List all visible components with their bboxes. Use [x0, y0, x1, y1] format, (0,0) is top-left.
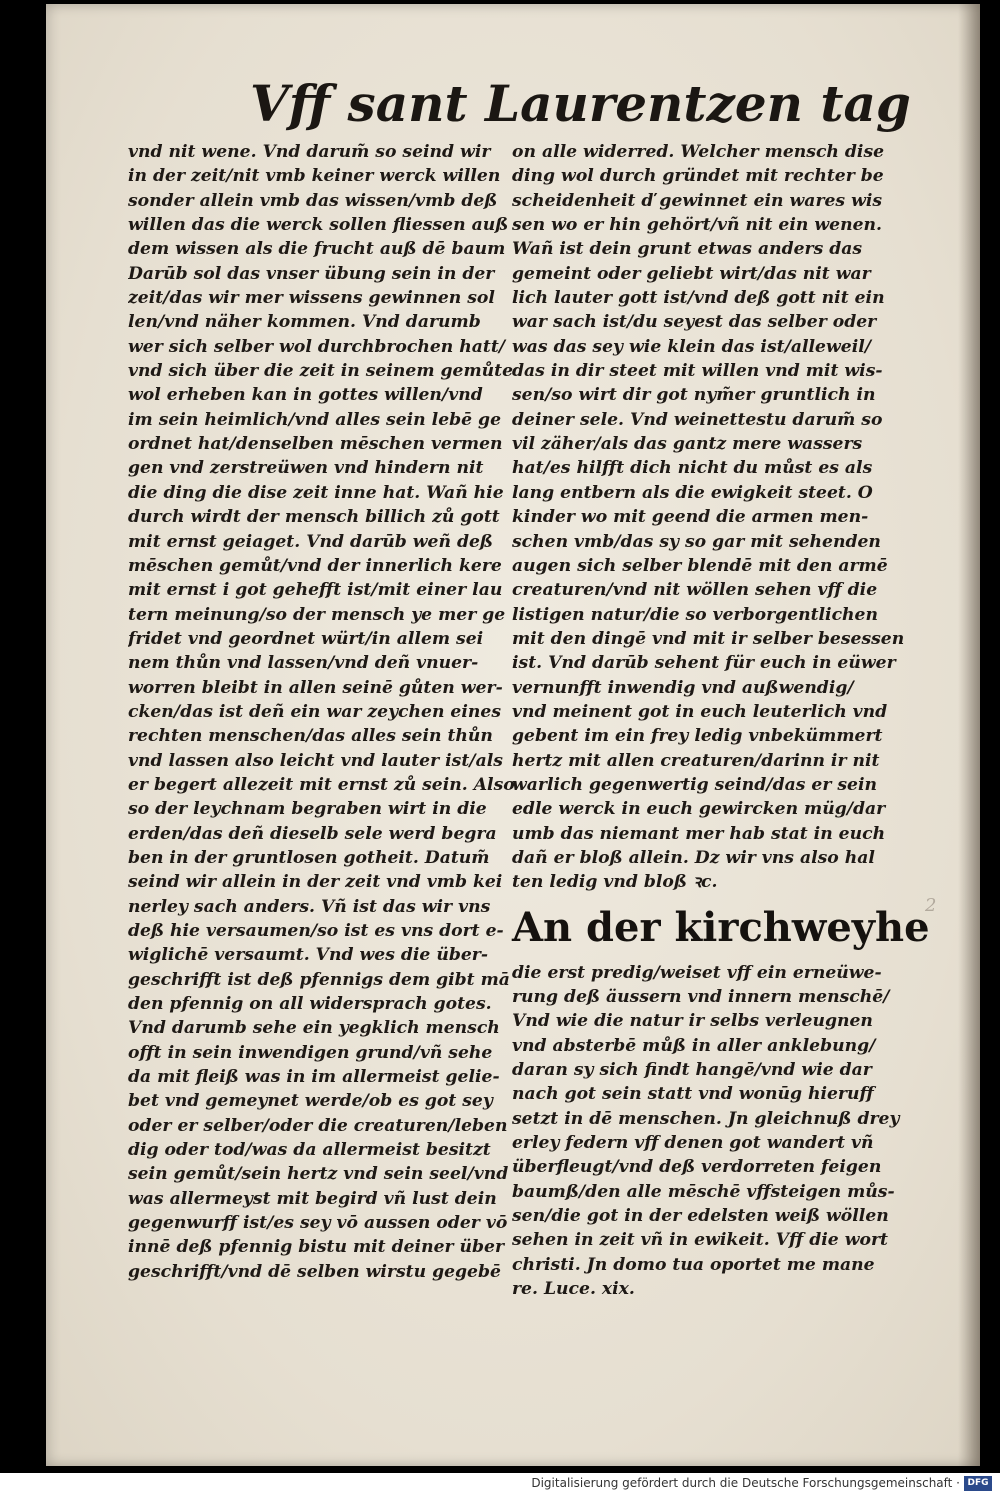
text-line: wiglichē versaumt. Vnd wes die über- — [128, 945, 488, 966]
right-column-bottom — [512, 961, 922, 1302]
text-line: wer sich selber wol durchbrochen hatt/ — [128, 336, 506, 357]
text-line: oder er selber/oder die creaturen/leben — [128, 1115, 508, 1136]
text-line: kinder wo mit geend die armen men- — [512, 507, 869, 528]
text-line: augen sich selber blendē mit den armē — [512, 555, 888, 576]
text-line: schen vmb/das sy so gar mit sehenden — [512, 531, 881, 552]
text-line: er begert allezeit mit ernst zů sein. Also — [128, 774, 515, 795]
text-line: geschrifft/vnd dē selben wirstu gegebē — [128, 1261, 501, 1282]
text-line: scheidenheit ď gewinnet ein wares wis — [512, 190, 883, 211]
text-line: mēschen gemůt/vnd der innerlich kere — [128, 555, 502, 576]
page-gutter-shadow — [958, 4, 980, 1466]
text-line: setzt in dē menschen. Jn gleichnuß drey — [512, 1108, 900, 1129]
text-line: warlich gegenwertig seind/das er sein — [512, 774, 878, 795]
text-line: hat/es hilfft dich nicht du můst es als — [512, 458, 873, 479]
section-heading: An der kirchweyhe — [512, 903, 930, 951]
text-line: sen wo er hin gehört/vñ nit ein wenen. — [512, 215, 883, 236]
text-line: vnd nit wene. Vnd darum̃ so seind wir — [128, 142, 491, 162]
text-line: geschrifft ist deß pfennigs dem gibt mā — [128, 969, 510, 990]
text-line: creaturen/vnd nit wöllen sehen vff die — [512, 580, 878, 601]
text-line: erden/das deñ dieselb sele werd begra — [128, 823, 497, 844]
text-line: Vnd wie die natur ir selbs verleugnen — [512, 1011, 873, 1032]
text-line: gegenwurff ist/es sey vō aussen oder vō — [128, 1213, 508, 1234]
footer-credit: Digitalisierung gefördert durch die Deutsche Forschungsgemeinschaft · — [531, 1476, 960, 1490]
text-line: in der zeit/nit vmb keiner werck willen — [128, 166, 501, 187]
text-line: rung deß äussern vnd innern menschē/ — [512, 987, 890, 1007]
text-line: nem thůn vnd lassen/vnd deñ vnuer- — [128, 653, 479, 674]
text-line: was allermeyst mit begird vñ lust dein — [128, 1188, 497, 1209]
text-line: vnd lassen also leicht vnd lauter ist/als — [128, 750, 503, 771]
text-line: deiner sele. Vnd weinettestu darum̃ so — [512, 409, 883, 430]
text-line: ten ledig vnd bloß ꝛc. — [512, 872, 718, 893]
text-line: on alle widerred. Welcher mensch dise — [512, 142, 885, 162]
text-line: bet vnd gemeynet werde/ob es got sey — [128, 1091, 493, 1112]
text-line: vil zäher/als das gantz mere wassers — [512, 434, 863, 455]
page-mark: 2 — [925, 895, 937, 916]
text-line: re. Luce. xix. — [512, 1279, 635, 1300]
text-line: sehen in zeit vñ in ewikeit. Vff die wort — [512, 1230, 888, 1251]
text-line: edle werck in euch gewircken müg/dar — [512, 799, 886, 820]
text-line: tern meinung/so der mensch ye mer ge — [128, 604, 506, 625]
text-line: wol erheben kan in gottes willen/vnd — [128, 385, 483, 406]
text-line: lang entbern als die ewigkeit steet. O — [512, 482, 873, 503]
text-line: willen das die werck sollen fliessen auß — [128, 215, 509, 236]
text-line: den pfennig on all widersprach gotes. — [128, 994, 492, 1015]
dfg-logo-icon[interactable]: DFG — [964, 1476, 992, 1491]
text-line: Darūb sol das vnser übung sein in der — [128, 263, 495, 284]
text-line: umb das niemant mer hab stat in euch — [512, 823, 886, 844]
text-line: das in dir steet mit willen vnd mit wis- — [512, 361, 883, 382]
text-line: ben in der gruntlosen gotheit. Datum̃ — [128, 847, 490, 868]
text-line: listigen natur/die so verborgentlichen — [512, 604, 878, 625]
text-line: mit ernst i got gehefft ist/mit einer lau — [128, 580, 503, 601]
text-line: len/vnd näher kommen. Vnd darumb — [128, 312, 481, 333]
text-line: deß hie versaumen/so ist es vns dort e- — [128, 921, 504, 941]
text-line: war sach ist/du seyest das selber oder — [512, 312, 877, 333]
text-line: sen/die got in der edelsten weiß wöllen — [512, 1206, 889, 1227]
text-line: ding wol durch gründet mit rechter be — [512, 166, 884, 187]
right-column — [512, 140, 930, 1301]
text-line: vernunfft inwendig vnd außwendig/ — [512, 677, 854, 698]
text-line: so der leychnam begraben wirt in die — [128, 799, 487, 820]
text-line: hertz mit allen creaturen/darinn ir nit — [512, 750, 880, 771]
text-line: gen vnd zerstreüwen vnd hindern nit — [128, 458, 484, 479]
text-line: christi. Jn domo tua oportet me mane — [512, 1254, 875, 1275]
text-line: innē deß pfennig bistu mit deiner über — [128, 1237, 505, 1258]
text-line: nerley sach anders. Vñ ist das wir vns — [128, 896, 491, 917]
text-line: ist. Vnd darūb sehent für euch in eüwer — [512, 653, 896, 674]
text-line: cken/das ist deñ ein war zeychen eines — [128, 701, 502, 722]
text-line: sen/so wirt dir got nym̃er gruntlich in — [512, 385, 876, 406]
text-line: offt in sein inwendigen grund/vñ sehe — [128, 1042, 493, 1063]
text-line: erley federn vff denen got wandert vñ — [512, 1133, 874, 1154]
text-line: nach got sein statt vnd wonūg hieruff — [512, 1084, 874, 1105]
text-line: dem wissen als die frucht auß dē baum — [128, 239, 506, 260]
text-line: überfleugt/vnd deß verdorreten feigen — [512, 1157, 882, 1178]
text-line: daran sy sich findt hangē/vnd wie dar — [512, 1060, 872, 1081]
text-line: vnd meinent got in euch leuterlich vnd — [512, 701, 888, 722]
text-line: sonder allein vmb das wissen/vmb deß — [128, 190, 498, 211]
text-line: zeit/das wir mer wissens gewinnen sol — [128, 288, 495, 309]
text-line: vnd sich über die zeit in seinem gemůte — [128, 361, 513, 382]
text-line: worren bleibt in allen seinē gůten wer- — [128, 677, 503, 698]
text-line: gebent im ein frey ledig vnbekümmert — [512, 726, 883, 747]
text-line: fridet vnd geordnet würt/in allem sei — [128, 628, 484, 649]
text-line: im sein heimlich/vnd alles sein lebē ge — [128, 409, 502, 430]
text-line: Vnd darumb sehe ein yegklich mensch — [128, 1018, 500, 1039]
text-line: die ding die dise zeit inne hat. Wañ hie — [128, 482, 504, 503]
text-line: die erst predig/weiset vff ein erneüwe- — [512, 962, 882, 983]
text-line: Wañ ist dein grunt etwas anders das — [512, 239, 863, 260]
running-head: Vff sant Laurentzen tag — [250, 74, 911, 133]
text-line: vnd absterbē můß in aller anklebung/ — [512, 1035, 876, 1056]
text-line: dañ er bloß allein. Dz wir vns also hal — [512, 847, 875, 868]
right-column-top — [512, 140, 922, 895]
text-line: was das sey wie klein das ist/alleweil/ — [512, 336, 872, 357]
text-line: da mit fleiß was in im allermeist gelie- — [128, 1067, 500, 1088]
text-line: dig oder tod/was da allermeist besitzt — [128, 1140, 491, 1161]
text-line: durch wirdt der mensch billich zů gott — [128, 507, 500, 528]
text-line: baumß/den alle mēschē vffsteigen můs- — [512, 1181, 895, 1202]
text-line: gemeint oder geliebt wirt/das nit war — [512, 263, 871, 284]
footer-bar — [0, 1473, 1000, 1495]
text-line: seind wir allein in der zeit vnd vmb kei — [128, 872, 503, 893]
text-line: lich lauter gott ist/vnd deß gott nit ein — [512, 288, 885, 309]
text-line: sein gemůt/sein hertz vnd sein seel/vnd — [128, 1164, 509, 1185]
text-line: mit den dingē vnd mit ir selber besessen — [512, 628, 905, 649]
text-line: rechten menschen/das alles sein thůn — [128, 726, 493, 747]
left-column — [128, 140, 536, 1284]
text-line: mit ernst geiaget. Vnd darūb weñ deß — [128, 531, 493, 552]
text-line: ordnet hat/denselben mēschen vermen — [128, 434, 503, 455]
